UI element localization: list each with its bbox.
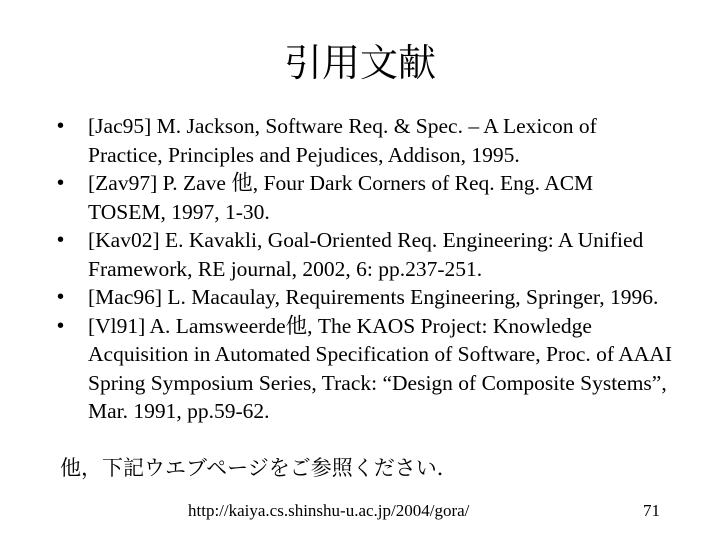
page-number: 71 <box>643 501 660 520</box>
reference-text: [Mac96] L. Macaulay, Requirements Engineering, Springer, 1996. <box>88 285 659 309</box>
bullet-icon: • <box>57 229 65 251</box>
bullet-icon: • <box>57 314 65 337</box>
slide-title: 引用文献 <box>283 41 436 85</box>
reference-text: [Zav97] P. Zave 他, Four Dark Corners of Req. Eng. ACM TOSEM, 1997, 1-30. <box>88 171 594 224</box>
reference-text: [Kav02] E. Kavakli, Goal-Oriented Req. Engineering: A Unified Framework, RE journal, 2002, 6: pp.237-251. <box>88 228 644 281</box>
reference-text: [Vl91] A. Lamsweerde他, The KAOS Project: Knowledge Acquisition in Automated Specification of Software, Proc. of AAAI Spring Symposium Series, Track: “Design of Composite Systems”, Mar. 1991, pp.59-62. <box>88 313 672 423</box>
reference-list <box>52 112 672 426</box>
bullet-icon: • <box>57 115 65 137</box>
bullet-icon: • <box>57 172 65 194</box>
reference-item <box>52 312 672 426</box>
note-text: 他，下記ウエブページをご参照ください． <box>60 456 458 480</box>
reference-item <box>52 226 672 283</box>
reference-item <box>52 283 672 312</box>
reference-item <box>52 112 672 169</box>
reference-item <box>52 169 672 226</box>
footer-url[interactable]: http://kaiya.cs.shinshu-u.ac.jp/2004/gora/ <box>188 501 470 520</box>
reference-text: [Jac95] M. Jackson, Software Req. & Spec. – A Lexicon of Practice, Principles and Pejudices, Addison, 1995. <box>88 114 597 167</box>
bullet-icon: • <box>57 286 65 308</box>
